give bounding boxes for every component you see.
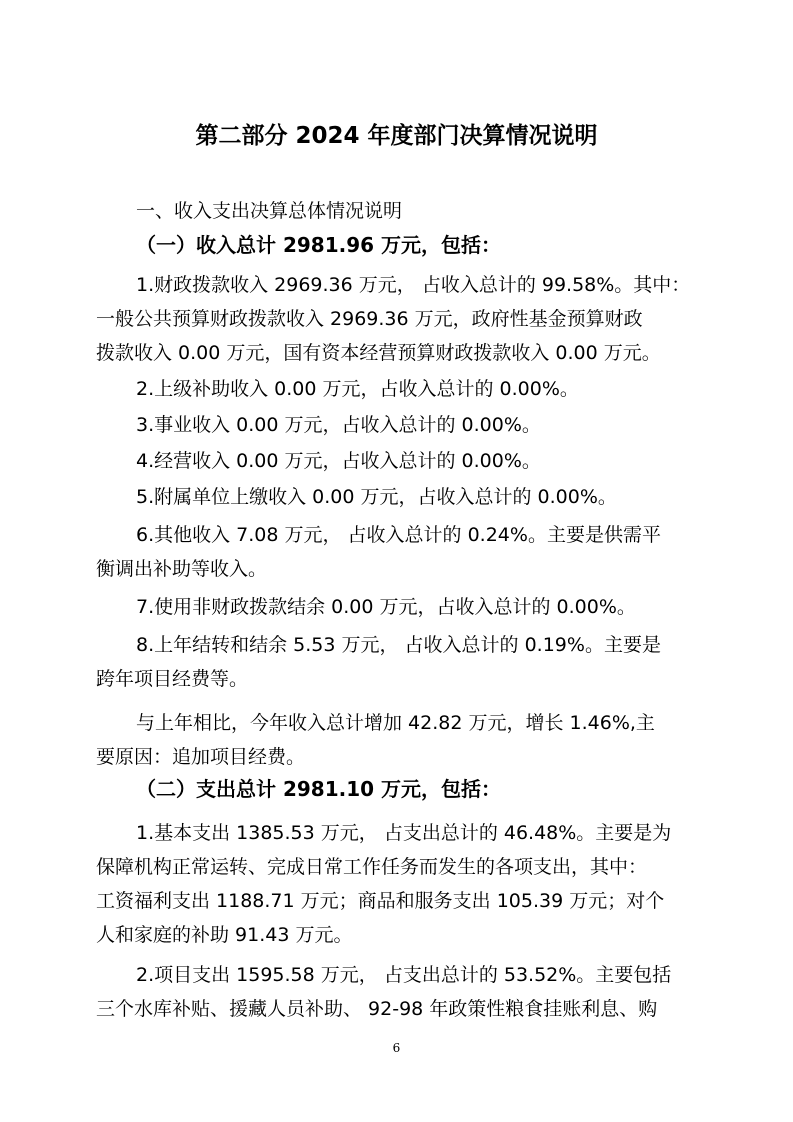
income-item-3: 3.事业收入 0.00 万元，占收入总计的 0.00%。	[136, 414, 541, 436]
income-item-7: 7.使用非财政拨款结余 0.00 万元，占收入总计的 0.00%。	[136, 596, 636, 618]
expense-item-1: 1.基本支出 1385.53 万元， 占支出总计的 46.48%。主要是为	[136, 822, 672, 844]
expense-item-2: 2.项目支出 1595.58 万元， 占支出总计的 53.52%。主要包括	[136, 964, 672, 986]
expense-item-1-line-3: 工资福利支出 1188.71 万元；商品和服务支出 105.39 万元；对个	[96, 890, 665, 912]
income-item-1: 1.财政拨款收入 2969.36 万元， 占收入总计的 99.58%。其中：	[136, 274, 691, 296]
income-item-2: 2.上级补助收入 0.00 万元，占收入总计的 0.00%。	[136, 378, 579, 400]
income-item-4: 4.经营收入 0.00 万元，占收入总计的 0.00%。	[136, 450, 541, 472]
expense-item-1-line-4: 人和家庭的补助 91.43 万元。	[96, 924, 353, 946]
income-comparison-line-2: 要原因：追加项目经费。	[96, 746, 306, 768]
income-item-6-line-2: 衡调出补助等收入。	[96, 558, 268, 580]
page-title: 第二部分 2024 年度部门决算情况说明	[195, 123, 598, 149]
income-item-8: 8.上年结转和结余 5.53 万元， 占收入总计的 0.19%。主要是	[136, 634, 661, 656]
income-item-6: 6.其他收入 7.08 万元， 占收入总计的 0.24%。主要是供需平	[136, 524, 661, 546]
income-item-1-line-3: 拨款收入 0.00 万元，国有资本经营预算财政拨款收入 0.00 万元。	[96, 342, 661, 364]
expense-item-2-line-2: 三个水库补贴、援藏人员补助、 92-98 年政策性粮食挂账利息、购	[96, 998, 658, 1020]
income-item-5: 5.附属单位上缴收入 0.00 万元，占收入总计的 0.00%。	[136, 486, 617, 508]
income-item-1-line-2: 一般公共预算财政拨款收入 2969.36 万元，政府性基金预算财政	[96, 308, 643, 330]
expense-item-1-line-2: 保障机构正常运转、完成日常工作任务而发生的各项支出，其中：	[96, 856, 648, 878]
income-heading: （一）收入总计 2981.96 万元，包括：	[136, 233, 502, 257]
income-comparison: 与上年相比，今年收入总计增加 42.82 万元，增长 1.46%,主	[136, 712, 655, 734]
expense-heading: （二）支出总计 2981.10 万元，包括：	[136, 777, 502, 801]
section-heading: 一、收入支出决算总体情况说明	[136, 200, 403, 222]
page-number: 6	[392, 1041, 401, 1055]
income-item-8-line-2: 跨年项目经费等。	[96, 668, 249, 690]
